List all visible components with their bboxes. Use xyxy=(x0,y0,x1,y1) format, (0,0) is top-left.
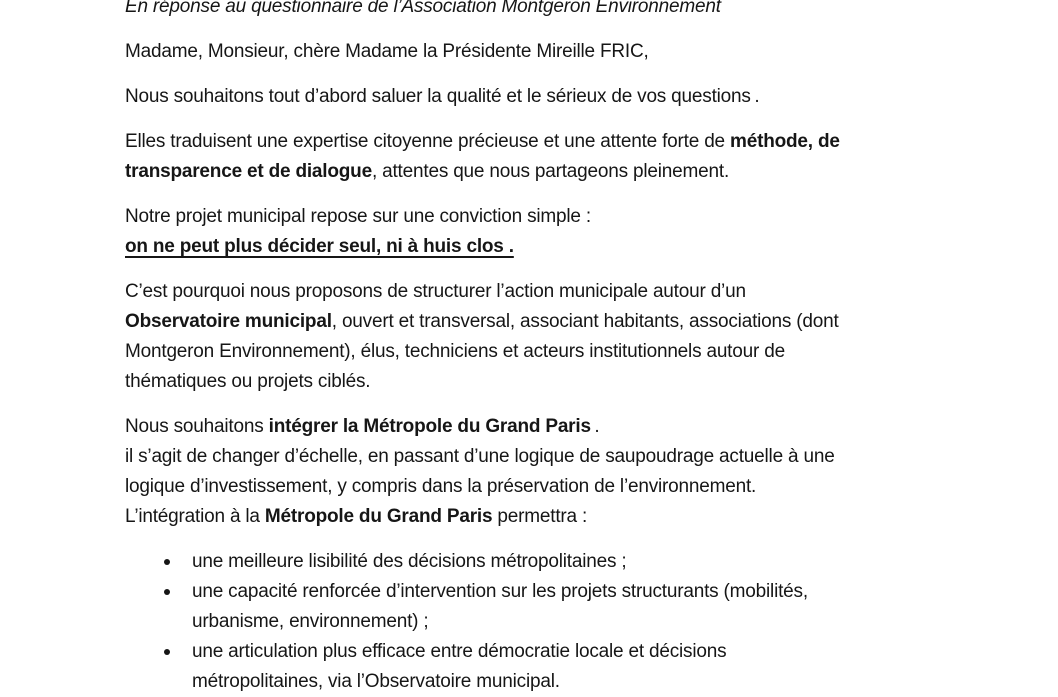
text-run: L’intégration à la xyxy=(125,506,265,527)
paragraph-expertise xyxy=(125,127,955,187)
text-run: une capacité renforcée d’intervention sur les projets structurants (mobilités, xyxy=(192,581,808,602)
bullet-marker-icon xyxy=(164,649,170,655)
text-run: permettra : xyxy=(492,506,588,527)
bullet-marker-icon xyxy=(164,589,170,595)
text-run: thématiques ou projets ciblés. xyxy=(125,371,371,392)
text-run: il s’agit de changer d’échelle, en passant d’une logique de saupoudrage actuelle à une xyxy=(125,446,835,467)
text-run: Madame, Monsieur, chère Madame la Présidente Mireille FRIC, xyxy=(125,41,649,62)
paragraph-metropole xyxy=(125,412,955,532)
paragraph-salutation xyxy=(125,37,955,67)
text-run: méthode, de xyxy=(730,131,840,152)
paragraph-conviction xyxy=(125,202,955,262)
text-run: Métropole du Grand Paris xyxy=(264,506,493,527)
bullet-item xyxy=(125,547,955,577)
bullet-list-metropole-benefits xyxy=(125,547,955,697)
text-run: Notre projet municipal repose sur une conviction simple : xyxy=(125,206,591,227)
paragraph-intro-line xyxy=(125,0,955,22)
text-run: métropolitaines, via l’Observatoire municipal. xyxy=(192,671,560,692)
text-run: Nous souhaitons tout d’abord saluer la qualité et le sérieux de vos questions . xyxy=(125,86,760,107)
text-run: logique d’investissement, y compris dans la préservation de l’environnement. xyxy=(125,476,757,497)
text-run: Montgeron Environnement), élus, techniciens et acteurs institutionnels autour de xyxy=(125,341,785,362)
text-run: Nous souhaitons xyxy=(125,416,269,437)
bullet-item xyxy=(125,637,955,697)
text-run: intégrer la Métropole du Grand Paris xyxy=(268,416,591,437)
document-body xyxy=(125,0,955,697)
text-run: Observatoire municipal xyxy=(125,311,332,332)
text-run: En réponse au questionnaire de l’Association Montgeron Environnement xyxy=(125,0,721,17)
text-run: urbanisme, environnement) ; xyxy=(192,611,429,632)
bullet-marker-icon xyxy=(164,559,170,565)
text-run: C’est pourquoi nous proposons de structurer l’action municipale autour d’un xyxy=(125,281,746,302)
text-run: transparence et de dialogue xyxy=(125,161,372,182)
text-run: une meilleure lisibilité des décisions métropolitaines ; xyxy=(192,551,627,572)
text-run: . xyxy=(590,416,600,437)
text-run: , attentes que nous partageons pleinement. xyxy=(371,161,730,182)
text-run: Elles traduisent une expertise citoyenne précieuse et une attente forte de xyxy=(125,131,731,152)
paragraph-thanks xyxy=(125,82,955,112)
text-run: , ouvert et transversal, associant habitants, associations (dont xyxy=(331,311,839,332)
bullet-item xyxy=(125,577,955,637)
text-run: une articulation plus efficace entre démocratie locale et décisions xyxy=(192,641,727,662)
paragraph-observatoire xyxy=(125,277,955,397)
text-run: on ne peut plus décider seul, ni à huis clos . xyxy=(125,236,514,257)
